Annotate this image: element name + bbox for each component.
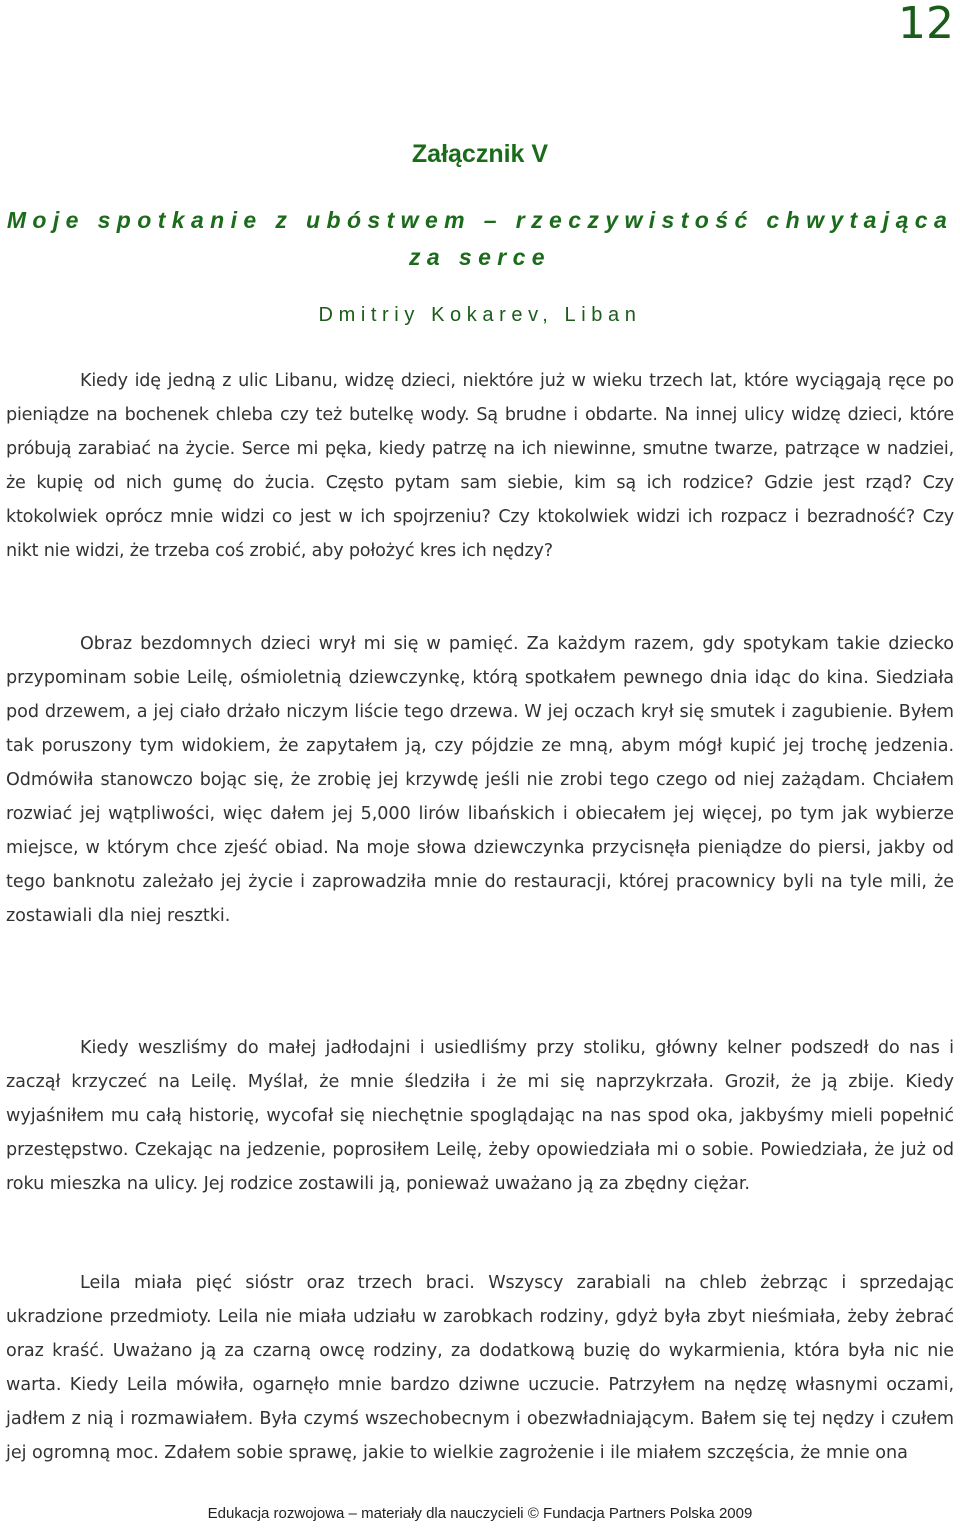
- body-paragraph: Obraz bezdomnych dzieci wrył mi się w pamięć. Za każdym razem, gdy spotykam takie dziecko przypominam sobie Leilę, ośmioletnią dziewczynkę, którą spotkałem pewnego dnia idąc do kina. Siedziała pod drzewem, a jej ciało drżało niczym liście tego drzewa. W jej oczach krył się smutek i zagubienie. Byłem tak poruszony tym widokiem, że zapytałem ją, czy pójdzie ze mną, abym mógł kupić jej trochę jedzenia. Odmówiła stanowczo bojąc się, że zrobię jej krzywdę jeśli nie zrobi tego czego od niej zażądam. Chciałem rozwiać jej wątpliwości, więc dałem jej 5,000 lirów libańskich i obiecałem jej więcej, po tym jak wybierze miejsce, w którym chce zjeść obiad. Na moje słowa dziewczynka przycisnęła pieniądze do piersi, jakby od tego banknotu zależało jej życie i zaprowadziła mnie do restauracji, której pracownicy byli na tyle mili, że zostawiali dla niej resztki.: [6, 634, 954, 926]
- body-paragraph: Kiedy weszliśmy do małej jadłodajni i usiedliśmy przy stoliku, główny kelner podszedł do nas i zaczął krzyczeć na Leilę. Myślał, że mnie śledziła i że mi się naprzykrzała. Groził, że ją zbije. Kiedy wyjaśniłem mu całą historię, wycofał się niechętnie spoglądając na nas spod oka, jakbyśmy mieli popełnić przestępstwo. Czekając na jedzenie, poprosiłem Leilę, żeby opowiedziała mi o sobie. Powiedziała, że już od roku mieszka na ulicy. Jej rodzice zostawili ją, ponieważ uważano ją za zbędny ciężar.: [6, 1038, 954, 1194]
- document-subtitle: Moje spotkanie z ubóstwem – rzeczywistość chwytająca za serce: [6, 207, 954, 270]
- body-paragraph: Leila miała pięć sióstr oraz trzech braci. Wszyscy zarabiali na chleb żebrząc i sprzedając ukradzione przedmioty. Leila nie miała udziału w zarobkach rodziny, gdyż była zbyt nieśmiała, żeby żebrać oraz kraść. Uważano ją za czarną owcę rodziny, za dodatkową buzię do wykarmienia, która była nic nie warta. Kiedy Leila mówiła, ogarnęło mnie bardzo dziwne uczucie. Patrzyłem na nędzę własnymi oczami, jadłem z nią i rozmawiałem. Była czymś wszechobecnym i obezwładniającym. Bałem się tej nędzy i czułem jej ogromną moc. Zdałem sobie sprawę, jakie to wielkie zagrożenie i ile miałem szczęścia, że mnie ona: [6, 1273, 954, 1463]
- page-footer: Edukacja rozwojowa – materiały dla nauczycieli © Fundacja Partners Polska 2009: [207, 1505, 753, 1522]
- page-number: 12: [898, 0, 954, 49]
- document-title: Załącznik V: [411, 140, 549, 168]
- body-paragraph: Kiedy idę jedną z ulic Libanu, widzę dzieci, niektóre już w wieku trzech lat, które wyciągają ręce po pieniądze na bochenek chleba czy też butelkę wody. Są brudne i obdarte. Na innej ulicy widzę dzieci, które próbują zarabiać na życie. Serce mi pęka, kiedy patrzę na ich niewinne, smutne twarze, patrzące w nadziei, że kupię od nich gumę do żucia. Często pytam sam siebie, kim są ich rodzice? Gdzie jest rząd? Czy ktokolwiek oprócz mnie widzi co jest w ich spojrzeniu? Czy ktokolwiek widzi ich rozpacz i bezradność? Czy nikt nie widzi, że trzeba coś zrobić, aby położyć kres ich nędzy?: [6, 371, 954, 561]
- author-line: Dmitriy Kokarev, Liban: [318, 304, 642, 326]
